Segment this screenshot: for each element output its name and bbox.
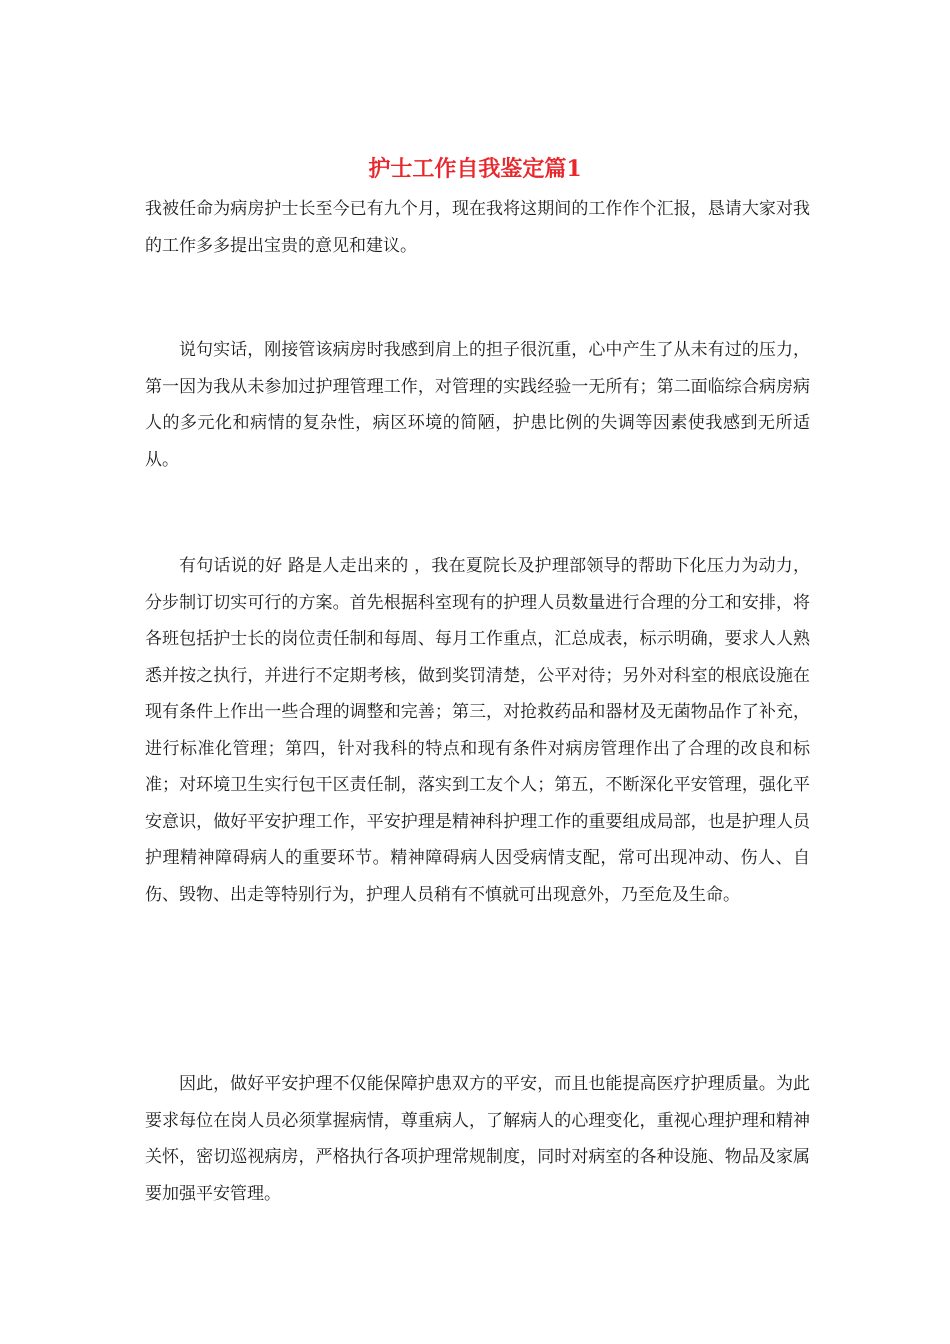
paragraph-pressure: 说句实话，刚接管该病房时我感到肩上的担子很沉重，心中产生了从未有过的压力，第一因为我从未参加过护理管理工作，对管理的实践经验一无所有；第二面临综合病房病人的多元化和病情的复杂性，病区环境的简陋，护患比例的失调等因素使我感到无所适从。: [145, 340, 810, 470]
paragraph-safety: 因此，做好平安护理不仅能保障护患双方的平安，而且也能提高医疗护理质量。为此要求每位在岗人员必须掌握病情，尊重病人，了解病人的心理变化，重视心理护理和精神关怀，密切巡视病房，严格执行各项护理常规制度，同时对病室的各种设施、物品及家属要加强平安管理。: [145, 1074, 810, 1204]
document-title: 护士工作自我鉴定篇1: [368, 156, 582, 182]
paragraph-measures: 有句话说的好 路是人走出来的 ，我在夏院长及护理部领导的帮助下化压力为动力，分步制订切实可行的方案。首先根据科室现有的护理人员数量进行合理的分工和安排，将各班包括护士长的岗位责任制和每周、每月工作重点，汇总成表，标示明确，要求人人熟悉并按之执行，并进行不定期考核，做到奖罚清楚，公平对待；另外对科室的根底设施在现有条件上作出一些合理的调整和完善；第三，对抢救药品和器材及无菌物品作了补充，进行标准化管理；第四，针对我科的特点和现有条件对病房管理作出了合理的改良和标准；对环境卫生实行包干区责任制，落实到工友个人；第五，不断深化平安管理，强化平安意识，做好平安护理工作，平安护理是精神科护理工作的重要组成局部，也是护理人员护理精神障碍病人的重要环节。精神障碍病人因受病情支配，常可出现冲动、伤人、自伤、毁物、出走等特别行为，护理人员稍有不慎就可出现意外，乃至危及生命。: [145, 556, 810, 905]
paragraph-intro: 我被任命为病房护士长至今已有九个月，现在我将这期间的工作作个汇报，恳请大家对我的工作多多提出宝贵的意见和建议。: [145, 199, 810, 256]
